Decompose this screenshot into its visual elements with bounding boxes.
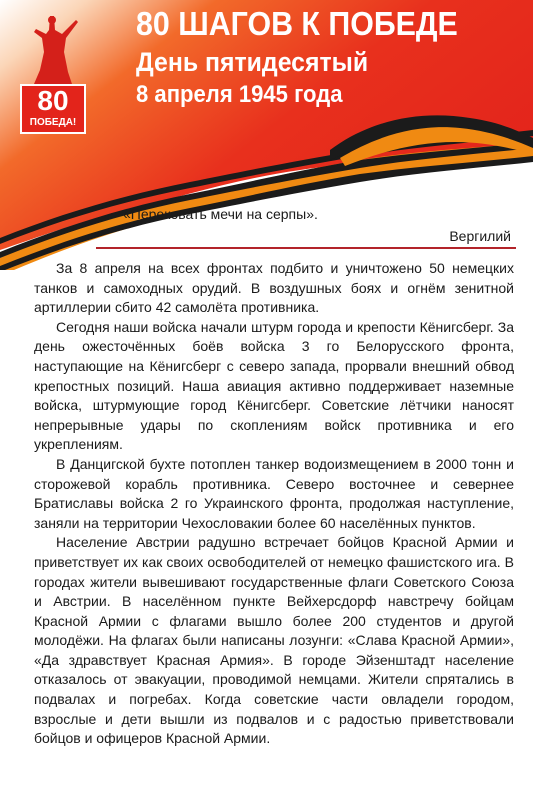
article-body (34, 259, 514, 749)
paragraph: В Данцигской бухте потоплен танкер водоизмещением в 2000 тонн и сторожевой корабль противника. Северо восточнее и севернее Братиславы войска 2 го Украинского фронта, продолжая наступление, заняли на территории Чехословакии более 60 населённых пунктов. (34, 455, 514, 531)
epigraph-quote: «Перековать мечи на серпы». (123, 206, 318, 222)
logo-badge (20, 84, 86, 134)
motherland-statue-icon (20, 12, 86, 86)
logo-caption: ПОБЕДА! (29, 117, 77, 128)
paragraph: Сегодня наши войска начали штурм города и крепости Кёнигсберг. За день ожесточённых боёв войска 3 го Белорусского фронта, наступающие на Кёнигсберг с северо запада, прорвали внешний обвод крепостных позиций. Наша авиация активно поддерживает наземные войска, штурмующие город Кёнигсберг. Советские лётчики наносят непрерывные удары по скоплениям войск противника и его укреплениям. (34, 318, 514, 453)
paragraph: За 8 апреля на всех фронтах подбито и уничтожено 50 немецких танков и самоходных орудий. В воздушных боях и огнём зенитной артиллерии сбито 42 самолёта противника. (34, 260, 514, 316)
epigraph-author: Вергилий (449, 228, 511, 244)
logo-number: 80 (37, 85, 69, 116)
page-title: 80 ШАГОВ К ПОБЕДЕ (136, 5, 458, 42)
page-subtitle: День пятидесятый (136, 47, 369, 77)
page-date: 8 апреля 1945 года (136, 81, 343, 108)
divider (96, 247, 516, 249)
title-block (136, 4, 516, 110)
paragraph: Население Австрии радушно встречает бойцов Красной Армии и приветствует их как своих освободителей от немецко фашистского ига. В городах жители вывешивают государственные флаги Советского Союза и Австрии. В населённом пункте Вейхерсдорф навстречу бойцам Красной Армии с флагами вышло более 200 студентов и другой молодёжи. На флагах были написаны лозунги: «Слава Красной Армии», «Да здравствует Красная Армия». В городе Эйзенштадт население отказалось от эвакуации, проводимой немцами. Жители спрятались в подвалах и погребах. Когда советские части овладели городом, взрослые и дети вышли из подвалов и с радостью приветствовали бойцов и офицеров Красной Армии. (34, 534, 514, 747)
logo (20, 12, 86, 134)
